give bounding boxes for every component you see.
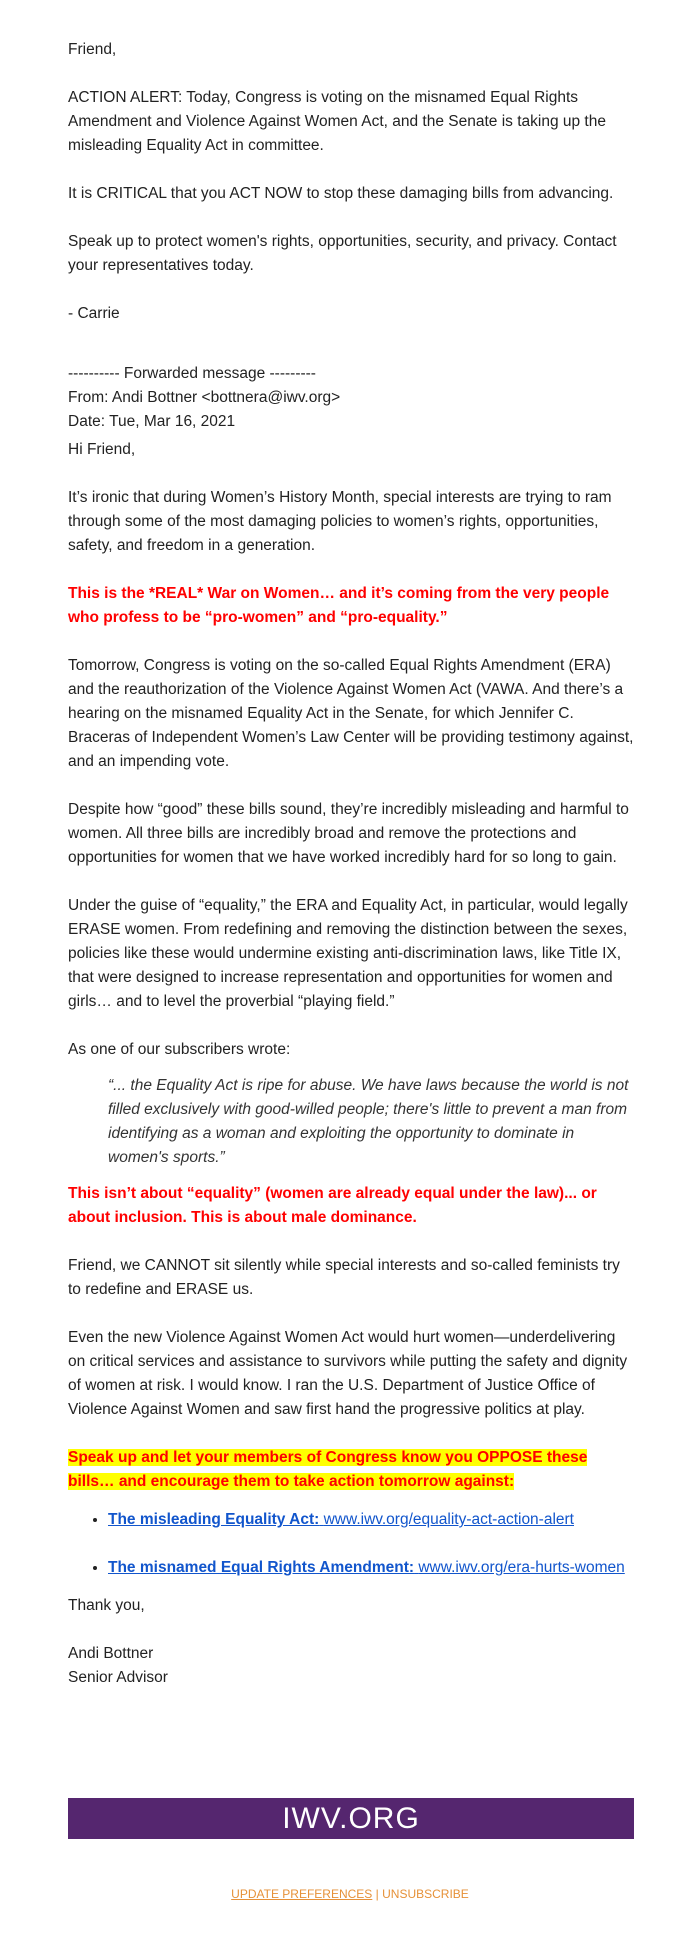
intro-alert: ACTION ALERT: Today, Congress is voting on the misnamed Equal Rights Amendment and Violence Against Women Act, and the Senate is taking up the misleading Equality Act in committee. <box>68 89 606 154</box>
signature-title: Senior Advisor <box>68 1669 168 1686</box>
iwv-logo-text[interactable]: IWV.ORG <box>282 1802 420 1835</box>
forward-from: From: Andi Bottner <bottnera@iwv.org> <box>68 389 341 406</box>
era-link[interactable] <box>108 1559 625 1576</box>
intro-critical: It is CRITICAL that you ACT NOW to stop these damaging bills from advancing. <box>68 185 614 202</box>
paragraph-despite: Despite how “good” these bills sound, they’re incredibly misleading and harmful to women. All three bills are incredibly broad and remove the protections and opportunities for women that we have worked incredibly hard for so long to gain. <box>68 801 629 866</box>
alert-real-war: This is the *REAL* War on Women… and it’s coming from the very people who profess to be “pro-women” and “pro-equality.” <box>68 585 610 626</box>
email-footer <box>0 1886 700 1902</box>
forward-header <box>68 362 636 434</box>
equality-act-link-label[interactable]: The misleading Equality Act: <box>108 1511 320 1528</box>
paragraph-ironic: It’s ironic that during Women’s History Month, special interests are trying to ram through some of the most damaging policies to women’s rights, opportunities, safety, and freedom in a generation. <box>68 489 612 554</box>
unsubscribe-link[interactable]: UNSUBSCRIBE <box>382 1887 469 1901</box>
body-greeting: Hi Friend, <box>68 441 136 458</box>
intro-greeting: Friend, <box>68 41 117 58</box>
action-links <box>68 1508 636 1580</box>
signature-name: Andi Bottner <box>68 1645 154 1662</box>
era-link-url[interactable]: www.iwv.org/era-hurts-women <box>418 1559 625 1576</box>
list-item <box>108 1508 636 1532</box>
update-preferences-link[interactable]: UPDATE PREFERENCES <box>231 1887 373 1901</box>
forward-marker: ---------- Forwarded message --------- <box>68 365 316 382</box>
intro-signoff: - Carrie <box>68 305 120 322</box>
footer-separator: | <box>375 1887 379 1901</box>
equality-act-link-url[interactable]: www.iwv.org/equality-act-action-alert <box>323 1511 574 1528</box>
call-to-action <box>68 1446 636 1494</box>
paragraph-subscribers: As one of our subscribers wrote: <box>68 1041 291 1058</box>
forward-date: Date: Tue, Mar 16, 2021 <box>68 413 236 430</box>
paragraph-vawa: Even the new Violence Against Women Act would hurt women—underdelivering on critical services and assistance to survivors while putting the safety and dignity of women at risk. I would know. I ran the U.S. Department of Justice Office of Violence Against Women and saw first hand the progressive politics at play. <box>68 1329 628 1418</box>
list-item <box>108 1556 636 1580</box>
paragraph-guise: Under the guise of “equality,” the ERA and Equality Act, in particular, would legally ERASE women. From redefining and removing the distinction between the sexes, policies like these would undermine existing anti-discrimination laws, like Title IX, that were designed to increase representation and opportunities for women and girls… and to level the proverbial “playing field.” <box>68 897 628 1010</box>
alert-male-dominance: This isn’t about “equality” (women are already equal under the law)... or about inclusion. This is about male dominance. <box>68 1185 597 1226</box>
equality-act-link[interactable] <box>108 1511 574 1528</box>
call-to-action-text: Speak up and let your members of Congress know you OPPOSE these bills… and encourage them to take action tomorrow against: <box>68 1449 588 1490</box>
subscriber-quote: “... the Equality Act is ripe for abuse. We have laws because the world is not filled exclusively with good-willed people; there's little to prevent a man from identifying as a woman and exploiting the opportunity to dominate in women's sports.” <box>108 1077 629 1166</box>
signature <box>68 1642 636 1690</box>
thanks: Thank you, <box>68 1597 145 1614</box>
intro-speak-up: Speak up to protect women's rights, opportunities, security, and privacy. Contact your representatives today. <box>68 233 617 274</box>
paragraph-cannot: Friend, we CANNOT sit silently while special interests and so-called feminists try to redefine and ERASE us. <box>68 1257 620 1298</box>
era-link-label[interactable]: The misnamed Equal Rights Amendment: <box>108 1559 415 1576</box>
iwv-banner[interactable] <box>68 1798 634 1839</box>
email-body <box>68 0 636 1690</box>
paragraph-tomorrow: Tomorrow, Congress is voting on the so-called Equal Rights Amendment (ERA) and the reauthorization of the Violence Against Women Act (VAWA. And there’s a hearing on the misnamed Equality Act in the Senate, for which Jennifer C. Braceras of Independent Women’s Law Center will be providing testimony against, and an impending vote. <box>68 657 634 770</box>
